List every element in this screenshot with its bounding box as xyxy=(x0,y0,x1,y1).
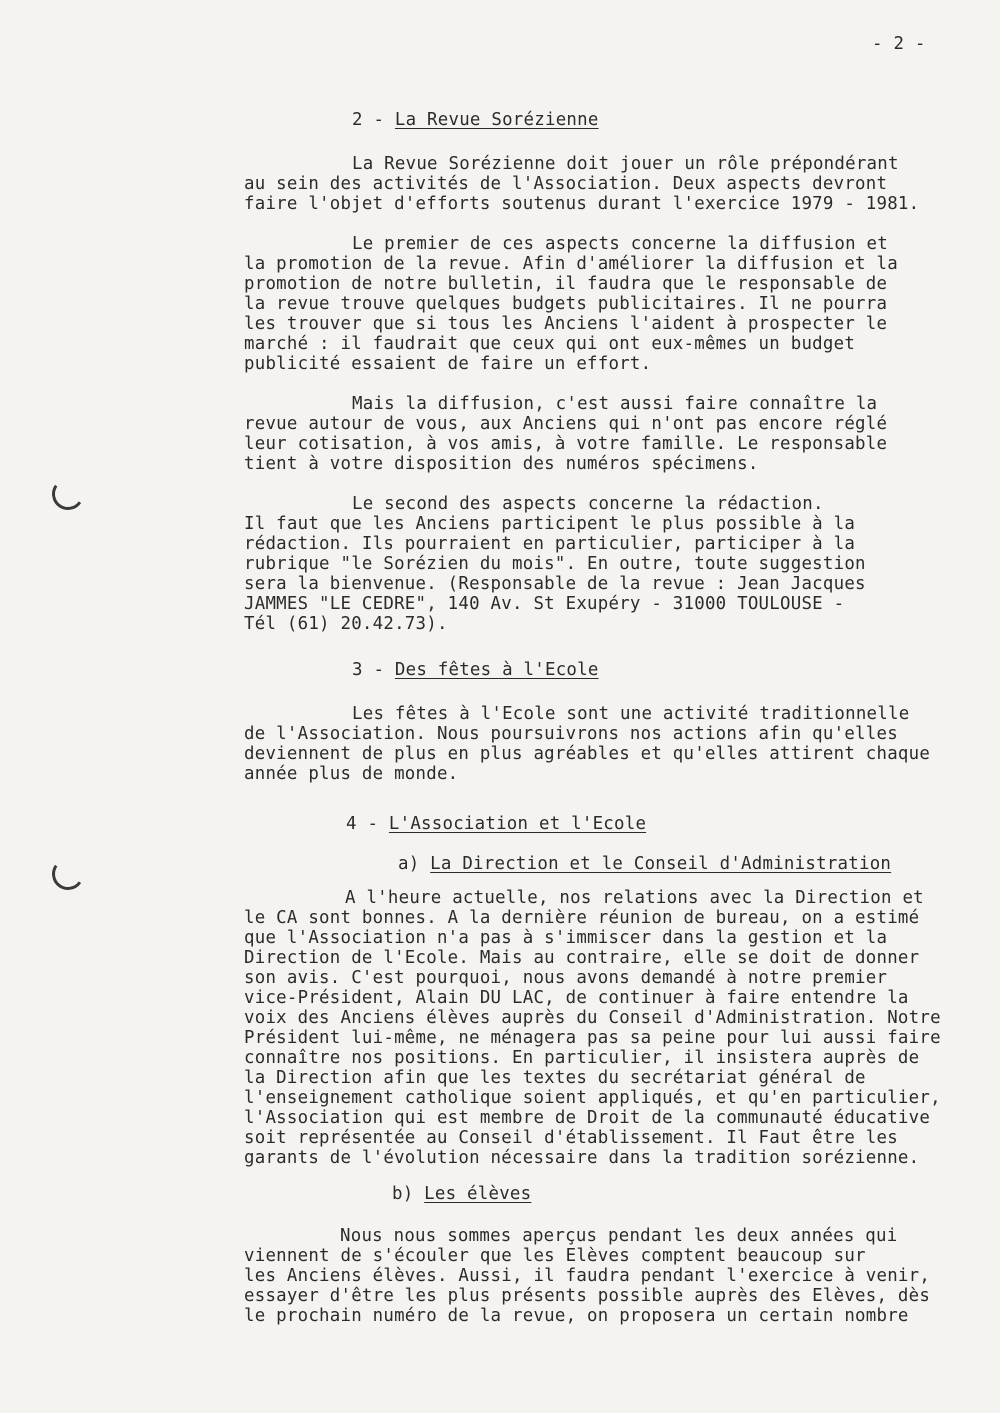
s2-p2-line-5: les trouver que si tous les Anciens l'aident à prospecter le xyxy=(244,314,888,334)
s2-p3-line-1: Mais la diffusion, c'est aussi faire connaître la xyxy=(352,394,878,414)
s2-p1-line-3: faire l'objet d'efforts soutenus durant l'exercice 1979 - 1981. xyxy=(244,194,920,214)
s2-p2-line-7: publicité essaient de faire un effort. xyxy=(244,354,652,374)
s4b-line-5: le prochain numéro de la revue, on proposera un certain nombre xyxy=(244,1306,909,1326)
subsection-a-heading xyxy=(398,854,891,874)
s4a-line-7: voix des Anciens élèves auprès du Conseil d'Administration. Notre xyxy=(244,1008,941,1028)
page-number: - 2 - xyxy=(872,34,926,54)
section-4-heading xyxy=(346,814,646,834)
s4b-line-1: Nous nous sommes aperçus pendant les deux années qui xyxy=(340,1226,898,1246)
s4a-line-4: Direction de l'Ecole. Mais au contraire, elle se doit de donner xyxy=(244,948,920,968)
s2-p4-line-5: sera la bienvenue. (Responsable de la revue : Jean Jacques xyxy=(244,574,866,594)
s2-p3-line-3: leur cotisation, à vos amis, à votre famille. Le responsable xyxy=(244,434,888,454)
s2-p2-line-3: promotion de notre bulletin, il faudra que le responsable de xyxy=(244,274,888,294)
s4a-line-13: soit représentée au Conseil d'établissement. Il Faut être les xyxy=(244,1128,898,1148)
s3-p1-line-3: deviennent de plus en plus agréables et qu'elles attirent chaque xyxy=(244,744,931,764)
s4b-line-4: essayer d'être les plus présents possible auprès des Elèves, dès xyxy=(244,1286,931,1306)
s2-p1-line-1: La Revue Sorézienne doit jouer un rôle prépondérant xyxy=(352,154,899,174)
s4b-line-3: les Anciens élèves. Aussi, il faudra pendant l'exercice à venir, xyxy=(244,1266,931,1286)
s3-p1-line-4: année plus de monde. xyxy=(244,764,459,784)
s2-p4-line-4: rubrique "le Sorézien du mois". En outre, toute suggestion xyxy=(244,554,866,574)
s2-p2-line-1: Le premier de ces aspects concerne la diffusion et xyxy=(352,234,889,254)
s4a-line-10: la Direction afin que les textes du secrétariat général de xyxy=(244,1068,866,1088)
subsection-b-letter: b) xyxy=(392,1184,425,1204)
section-2-number: 2 - xyxy=(352,110,395,130)
section-4-title: L'Association et l'Ecole xyxy=(388,814,647,834)
s2-p4-line-6: JAMMES "LE CEDRE", 140 Av. St Exupéry - 31000 TOULOUSE - xyxy=(244,594,845,614)
s4a-line-9: connaître nos positions. En particulier, il insistera auprès de xyxy=(244,1048,920,1068)
s3-p1-line-1: Les fêtes à l'Ecole sont une activité traditionnelle xyxy=(352,704,910,724)
s4a-line-2: le CA sont bonnes. A la dernière réunion de bureau, on a estimé xyxy=(244,908,920,928)
s4a-line-8: Président lui-même, ne ménagera pas sa peine pour lui aussi faire xyxy=(244,1028,941,1048)
s2-p2-line-2: la promotion de la revue. Afin d'améliorer la diffusion et la xyxy=(244,254,898,274)
s4a-line-1: A l'heure actuelle, nos relations avec la Direction et xyxy=(345,888,924,908)
s2-p1-line-2: au sein des activités de l'Association. Deux aspects devront xyxy=(244,174,888,194)
s3-p1-line-2: de l'Association. Nous poursuivrons nos actions afin qu'elles xyxy=(244,724,898,744)
subsection-a-title: La Direction et le Conseil d'Administration xyxy=(430,854,892,874)
section-3-number: 3 - xyxy=(352,660,395,680)
s4b-line-2: viennent de s'écouler que les Elèves comptent beaucoup sur xyxy=(244,1246,866,1266)
s4a-line-5: son avis. C'est pourquoi, nous avons demandé à notre premier xyxy=(244,968,888,988)
s2-p3-line-4: tient à votre disposition des numéros spécimens. xyxy=(244,454,759,474)
s2-p3-line-2: revue autour de vous, aux Anciens qui n'ont pas encore réglé xyxy=(244,414,888,434)
s2-p2-line-6: marché : il faudrait que ceux qui ont eux-mêmes un budget xyxy=(244,334,856,354)
s2-p4-line-1: Le second des aspects concerne la rédaction. xyxy=(352,494,824,514)
section-4-number: 4 - xyxy=(346,814,389,834)
section-2-title: La Revue Sorézienne xyxy=(394,110,599,130)
section-2-heading xyxy=(352,110,599,130)
s4a-line-11: l'enseignement catholique soient appliqués, et qu'en particulier, xyxy=(244,1088,941,1108)
section-3-title: Des fêtes à l'Ecole xyxy=(394,660,599,680)
subsection-b-title: Les élèves xyxy=(424,1184,532,1204)
s4a-line-3: que l'Association n'a pas à s'immiscer dans la gestion et la xyxy=(244,928,888,948)
punch-hole-top xyxy=(49,475,86,512)
subsection-b-heading xyxy=(392,1184,531,1204)
s4a-line-6: vice-Président, Alain DU LAC, de continuer à faire entendre la xyxy=(244,988,909,1008)
s2-p4-line-7: Tél (61) 20.42.73). xyxy=(244,614,448,634)
s2-p4-line-2: Il faut que les Anciens participent le plus possible à la xyxy=(244,514,856,534)
subsection-a-letter: a) xyxy=(398,854,431,874)
s4a-line-12: l'Association qui est membre de Droit de la communauté éducative xyxy=(244,1108,931,1128)
s4a-line-14: garants de l'évolution nécessaire dans la tradition sorézienne. xyxy=(244,1148,920,1168)
s2-p2-line-4: la revue trouve quelques budgets publicitaires. Il ne pourra xyxy=(244,294,888,314)
s2-p4-line-3: rédaction. Ils pourraient en particulier, participer à la xyxy=(244,534,856,554)
section-3-heading xyxy=(352,660,599,680)
punch-hole-bottom xyxy=(49,855,86,892)
